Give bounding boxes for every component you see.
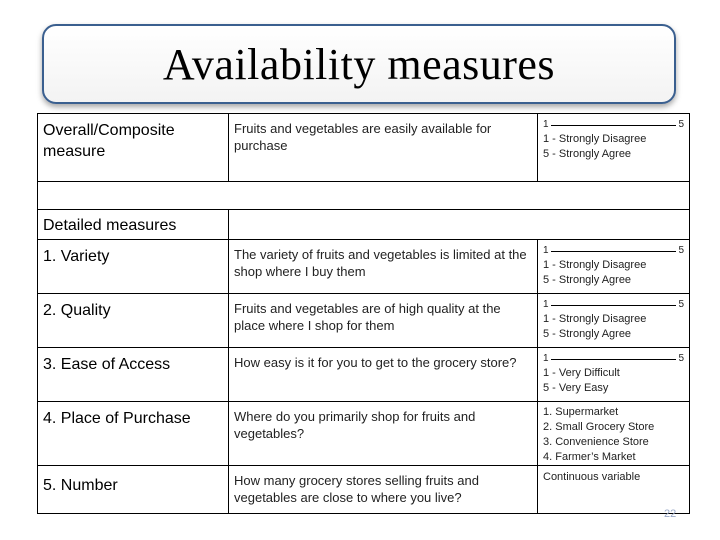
slide-title: Availability measures: [162, 39, 556, 89]
page-number: 22: [664, 508, 677, 520]
option-item: 3. Convenience Store: [543, 436, 649, 448]
scale-note: 5 - Strongly Agree: [543, 328, 632, 340]
detailed-header: Detailed measures: [43, 217, 177, 234]
answer-type: Continuous variable: [543, 471, 641, 483]
option-item: 4. Farmer’s Market: [543, 451, 636, 463]
measure-question: How many grocery stores selling fruits and vegetables are close to where you live?: [234, 473, 479, 505]
spacer-cell: [38, 182, 690, 210]
overall-question: Fruits and vegetables are easily available for purchase: [234, 121, 492, 153]
title-box: [42, 24, 676, 104]
measure-question-cell: [229, 402, 538, 466]
table-row: [38, 240, 690, 294]
likert-scale: [543, 244, 684, 258]
measure-label-cell: [38, 240, 229, 294]
scale-note: 5 - Very Easy: [543, 382, 609, 394]
likert-scale: [543, 118, 684, 132]
measure-scale-cell: [538, 240, 690, 294]
option-item: 2. Small Grocery Store: [543, 421, 655, 433]
measure-scale-cell: [538, 348, 690, 402]
overall-scale-cell: [538, 114, 690, 182]
scale-start: 1: [543, 119, 549, 130]
measure-label: 4. Place of Purchase: [43, 410, 191, 427]
measure-question: Where do you primarily shop for fruits and vegetables?: [234, 409, 476, 441]
detailed-header-row: [38, 210, 690, 240]
overall-question-cell: [229, 114, 538, 182]
measure-question-cell: [229, 348, 538, 402]
table-row: [38, 294, 690, 348]
scale-end: 5: [678, 119, 684, 130]
measure-label: 2. Quality: [43, 302, 111, 319]
table-row: [38, 402, 690, 466]
likert-scale: [543, 298, 684, 312]
scale-note: 1 - Strongly Disagree: [543, 313, 647, 325]
measure-options-cell: [538, 402, 690, 466]
table-row: [38, 466, 690, 514]
table-row: [38, 114, 690, 182]
measure-label-cell: [38, 402, 229, 466]
measure-label-cell: [38, 466, 229, 514]
scale-rule: [551, 359, 677, 360]
measure-question-cell: [229, 240, 538, 294]
measure-question: The variety of fruits and vegetables is limited at the shop where I buy them: [234, 247, 527, 279]
measure-question-cell: [229, 294, 538, 348]
detailed-header-cell: [38, 210, 229, 240]
scale-rule: [551, 251, 677, 252]
spacer-row: [38, 182, 690, 210]
scale-end: 5: [678, 299, 684, 310]
scale-end: 5: [678, 245, 684, 256]
measure-label-cell: [38, 348, 229, 402]
measure-label: 3. Ease of Access: [43, 356, 171, 373]
overall-label-cell: [38, 114, 229, 182]
table-row: [38, 348, 690, 402]
likert-scale: [543, 352, 684, 366]
measure-label: 1. Variety: [43, 248, 110, 265]
measure-label: 5. Number: [43, 477, 118, 494]
scale-rule: [551, 305, 677, 306]
scale-note: 1 - Strongly Disagree: [543, 259, 647, 271]
measures-table: [37, 113, 690, 514]
scale-note: 1 - Strongly Disagree: [543, 133, 647, 145]
overall-label: Overall/Composite measure: [43, 122, 175, 160]
measure-question: Fruits and vegetables are of high quality at the place where I shop for them: [234, 301, 501, 333]
measure-scale-cell: [538, 294, 690, 348]
measure-answer-cell: [538, 466, 690, 514]
detailed-header-empty: [229, 210, 690, 240]
scale-rule: [551, 125, 677, 126]
scale-end: 5: [678, 353, 684, 364]
scale-note: 5 - Strongly Agree: [543, 148, 632, 160]
scale-start: 1: [543, 245, 549, 256]
scale-start: 1: [543, 299, 549, 310]
scale-start: 1: [543, 353, 549, 364]
option-item: 1. Supermarket: [543, 406, 619, 418]
scale-note: 5 - Strongly Agree: [543, 274, 632, 286]
measure-question: How easy is it for you to get to the grocery store?: [234, 355, 517, 370]
measure-question-cell: [229, 466, 538, 514]
scale-note: 1 - Very Difficult: [543, 367, 620, 379]
measure-label-cell: [38, 294, 229, 348]
